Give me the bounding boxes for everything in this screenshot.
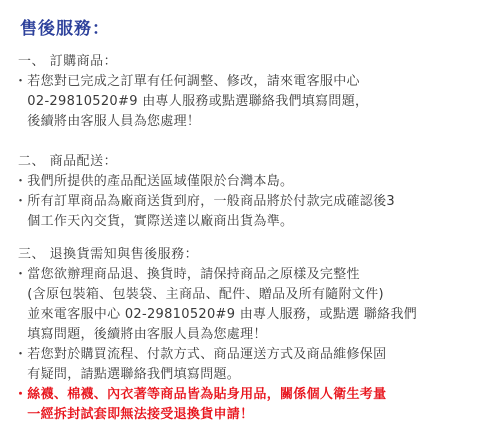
section-delivery-line: 個工作天內交貨，實際送達以廠商出貨為準。 xyxy=(14,214,294,229)
section-heading-ordering: 一、 訂購商品： xyxy=(18,54,118,69)
section-returns-line: 並來電客服中心 02-29810520#9 由專人服務，或點選 聯絡我們 xyxy=(14,307,418,322)
page-title: 售後服務： xyxy=(20,19,110,39)
section-ordering-line: ・若您對已完成之訂單有任何調整、修改，請來電客服中心 xyxy=(14,74,360,89)
section-delivery-line: ・我們所提供的產品配送區域僅限於台灣本島。 xyxy=(14,174,294,189)
section-returns-line: 填寫問題，後續將由客服人員為您處理！ xyxy=(14,327,267,342)
section-delivery-line: ・所有訂單商品為廠商送貨到府，一般商品將於付款完成確認後3 xyxy=(14,194,395,209)
section-heading-delivery: 二、 商品配送： xyxy=(18,154,118,169)
section-returns-line: 有疑問，請點選聯絡我們填寫問題。 xyxy=(14,367,241,382)
returns-warning-line: 一經拆封試套即無法接受退換貨申請！ xyxy=(14,407,254,422)
section-returns-line: ・當您欲辦理商品退、換貨時，請保持商品之原樣及完整性 xyxy=(14,267,360,282)
section-returns-line: ・若您對於購買流程、付款方式、商品運送方式及商品維修保固 xyxy=(14,347,387,362)
section-ordering-line: 後續將由客服人員為您處理！ xyxy=(14,114,201,129)
section-heading-returns: 三、 退換貨需知與售後服務： xyxy=(18,247,199,262)
section-returns-line: (含原包裝箱、包裝袋、主商品、配件、贈品及所有隨附文件) xyxy=(14,287,384,302)
returns-warning-line: ・絲襪、棉襪、內衣著等商品皆為貼身用品，關係個人衛生考量 xyxy=(14,387,387,402)
section-ordering-line: 02-29810520#9 由專人服務或點選聯絡我們填寫問題， xyxy=(14,94,369,109)
